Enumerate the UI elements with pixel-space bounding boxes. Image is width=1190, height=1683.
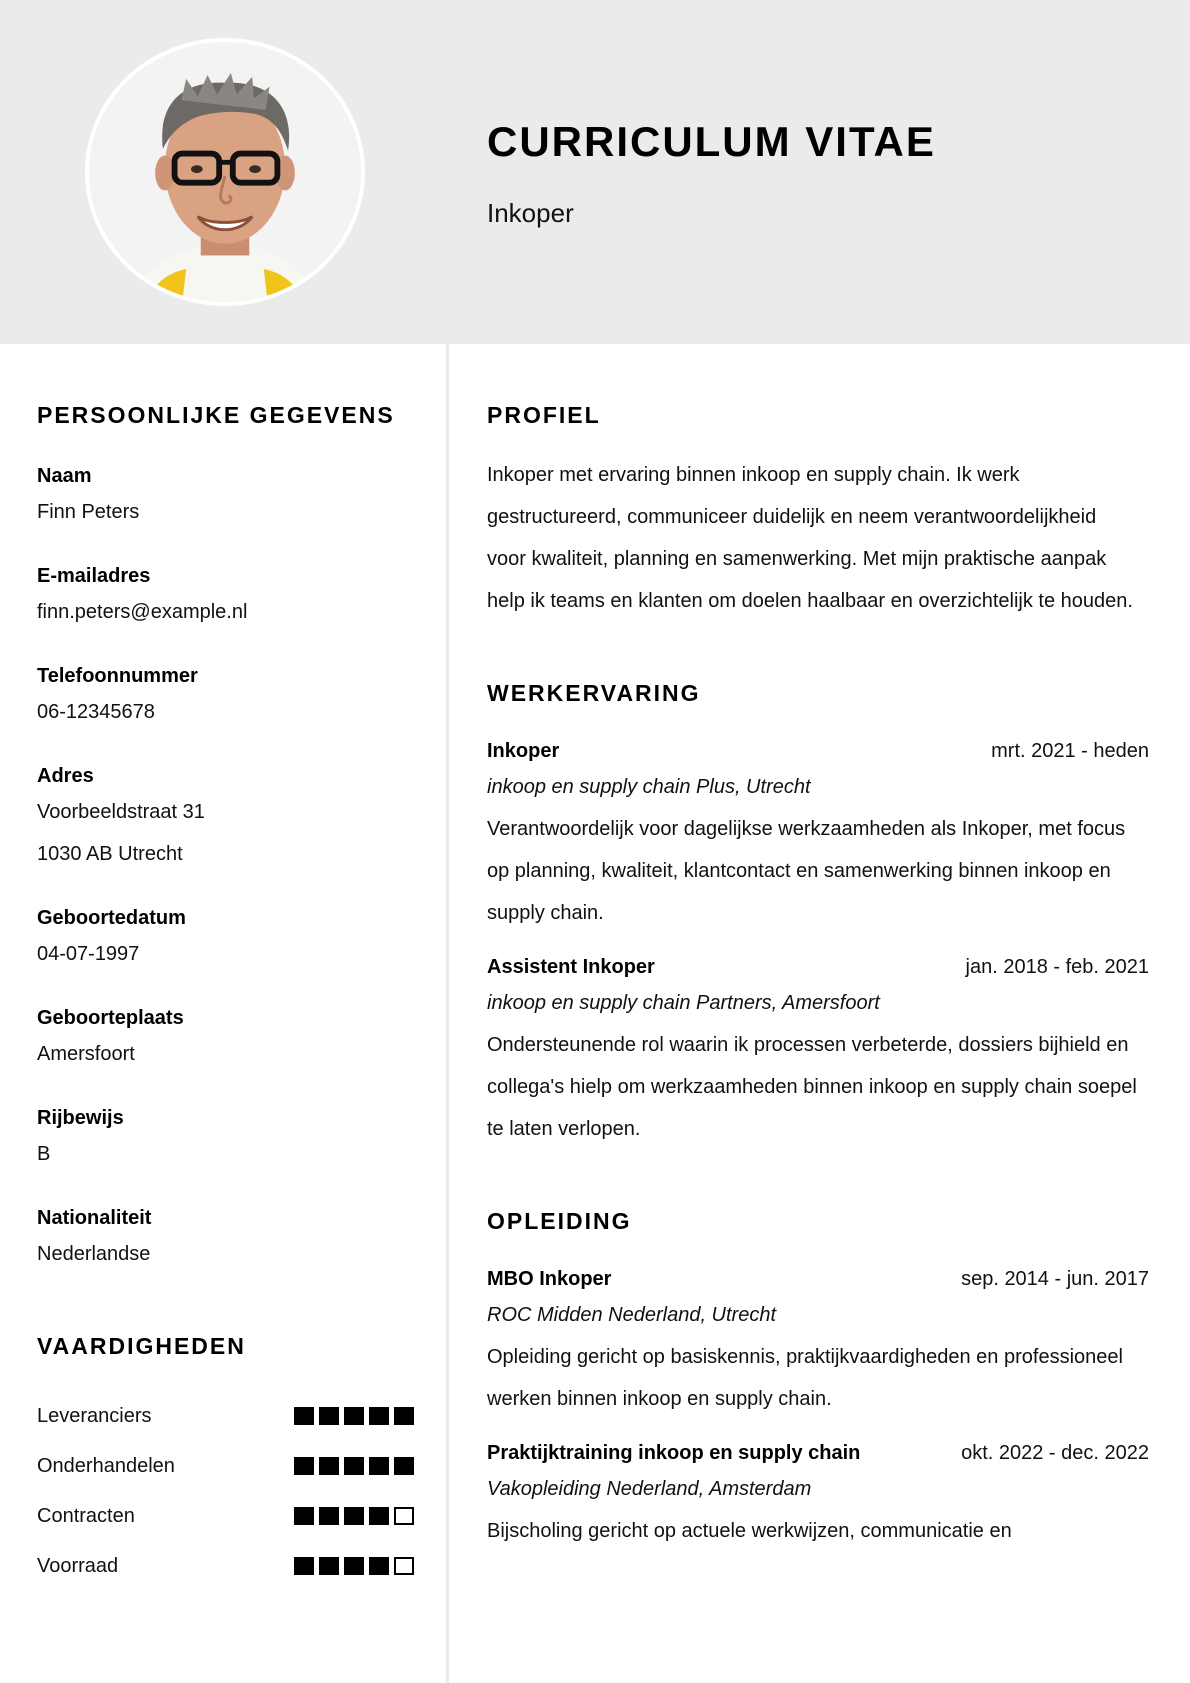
experience-line: op planning, kwaliteit, klantcontact en samenwerking binnen inkoop en bbox=[487, 860, 1111, 882]
skill-rating bbox=[294, 1457, 414, 1475]
education-org: ROC Midden Nederland, Utrecht bbox=[487, 1304, 777, 1326]
rating-square-filled bbox=[294, 1557, 314, 1575]
experience-line: te laten verlopen. bbox=[487, 1118, 641, 1140]
rating-square-filled bbox=[394, 1457, 414, 1475]
profile-line: voor kwaliteit, planning en samenwerking. Met mijn praktische aanpak bbox=[487, 548, 1107, 570]
rating-square-filled bbox=[394, 1407, 414, 1425]
experience-header bbox=[487, 736, 1149, 766]
profile-heading: PROFIEL bbox=[487, 402, 601, 428]
experience-item bbox=[487, 736, 1149, 934]
rating-square-filled bbox=[319, 1557, 339, 1575]
personal-heading: PERSOONLIJKE GEGEVENS bbox=[37, 402, 395, 428]
field-label: Rijbewijs bbox=[37, 1107, 124, 1129]
rating-square-filled bbox=[369, 1457, 389, 1475]
skill-name: Onderhandelen bbox=[37, 1455, 175, 1477]
skill-row bbox=[37, 1541, 414, 1591]
experience-line: Verantwoordelijk voor dagelijkse werkzaamheden als Inkoper, met focus bbox=[487, 818, 1126, 840]
field-label: Naam bbox=[37, 465, 92, 487]
rating-square-filled bbox=[319, 1457, 339, 1475]
education-line: Bijscholing gericht op actuele werkwijzen, communicatie en bbox=[487, 1520, 1012, 1542]
skill-name: Voorraad bbox=[37, 1555, 119, 1577]
field-name bbox=[37, 461, 427, 533]
rating-square-empty bbox=[394, 1507, 414, 1525]
skill-name: Leveranciers bbox=[37, 1405, 152, 1427]
page-title: CURRICULUM VITAE bbox=[487, 118, 936, 165]
skill-rating bbox=[294, 1507, 414, 1525]
education-header bbox=[487, 1264, 1149, 1294]
profile-line: help ik teams en klanten om doelen haalbaar en overzichtelijk te houden. bbox=[487, 590, 1133, 612]
field-label: Geboortedatum bbox=[37, 907, 186, 929]
skill-rating bbox=[294, 1557, 414, 1575]
profile-line: Inkoper met ervaring binnen inkoop en supply chain. Ik werk bbox=[487, 464, 1020, 486]
education-line: Opleiding gericht op basiskennis, praktijkvaardigheden en professioneel bbox=[487, 1346, 1123, 1368]
education-title: Praktijktraining inkoop en supply chain bbox=[487, 1442, 861, 1464]
experience-line: Ondersteunende rol waarin ik processen verbeterde, dossiers bijhield en bbox=[487, 1034, 1129, 1056]
experience-item bbox=[487, 952, 1149, 1150]
field-email bbox=[37, 561, 427, 633]
experience-org: inkoop en supply chain Plus, Utrecht bbox=[487, 776, 811, 798]
education-item bbox=[487, 1264, 1149, 1420]
field-label: Nationaliteit bbox=[37, 1207, 152, 1229]
field-birthdate bbox=[37, 903, 427, 975]
education-org: Vakopleiding Nederland, Amsterdam bbox=[487, 1478, 812, 1500]
left-column bbox=[37, 344, 427, 1591]
field-value: Nederlandse bbox=[37, 1243, 151, 1265]
rating-square-filled bbox=[369, 1407, 389, 1425]
job-title: Inkoper bbox=[487, 198, 574, 228]
skill-name: Contracten bbox=[37, 1505, 135, 1527]
experience-title: Assistent Inkoper bbox=[487, 956, 655, 978]
field-value: Amersfoort bbox=[37, 1043, 135, 1065]
experience-org: inkoop en supply chain Partners, Amersfoort bbox=[487, 992, 880, 1014]
rating-square-filled bbox=[294, 1457, 314, 1475]
field-value: 04-07-1997 bbox=[37, 943, 140, 965]
skill-row bbox=[37, 1391, 414, 1441]
field-value: Voorbeeldstraat 31 bbox=[37, 801, 205, 823]
skill-row bbox=[37, 1441, 414, 1491]
rating-square-filled bbox=[344, 1507, 364, 1525]
skills-list bbox=[37, 1391, 414, 1591]
rating-square-filled bbox=[294, 1507, 314, 1525]
experience-dates: jan. 2018 - feb. 2021 bbox=[965, 956, 1149, 978]
experience-heading: WERKERVARING bbox=[487, 680, 701, 706]
rating-square-filled bbox=[319, 1507, 339, 1525]
education-dates: sep. 2014 - jun. 2017 bbox=[961, 1268, 1149, 1290]
rating-square-filled bbox=[369, 1557, 389, 1575]
skill-rating bbox=[294, 1407, 414, 1425]
education-item bbox=[487, 1438, 1149, 1552]
education-heading: OPLEIDING bbox=[487, 1208, 632, 1234]
rating-square-filled bbox=[294, 1407, 314, 1425]
rating-square-filled bbox=[319, 1407, 339, 1425]
experience-dates: mrt. 2021 - heden bbox=[991, 740, 1149, 762]
experience-title: Inkoper bbox=[487, 740, 560, 762]
field-license bbox=[37, 1103, 427, 1175]
experience-line: supply chain. bbox=[487, 902, 604, 924]
education-dates: okt. 2022 - dec. 2022 bbox=[961, 1442, 1149, 1464]
rating-square-filled bbox=[344, 1407, 364, 1425]
rating-square-filled bbox=[369, 1507, 389, 1525]
rating-square-filled bbox=[344, 1557, 364, 1575]
field-value: B bbox=[37, 1143, 51, 1165]
field-label: Adres bbox=[37, 765, 94, 787]
skill-row bbox=[37, 1491, 414, 1541]
experience-header bbox=[487, 952, 1149, 982]
rating-square-empty bbox=[394, 1557, 414, 1575]
field-value: 06-12345678 bbox=[37, 701, 155, 723]
field-nationality bbox=[37, 1203, 427, 1275]
field-value: Finn Peters bbox=[37, 501, 140, 523]
profile-line: gestructureerd, communiceer duidelijk en neem verantwoordelijkheid bbox=[487, 506, 1097, 528]
education-line: werken binnen inkoop en supply chain. bbox=[487, 1388, 832, 1410]
column-divider bbox=[446, 344, 449, 1683]
right-column bbox=[487, 344, 1149, 1552]
field-phone bbox=[37, 661, 427, 733]
profile-text bbox=[487, 454, 1149, 622]
rating-square-filled bbox=[344, 1457, 364, 1475]
field-address bbox=[37, 761, 427, 875]
field-label: Telefoonnummer bbox=[37, 665, 198, 687]
field-birthplace bbox=[37, 1003, 427, 1075]
education-header bbox=[487, 1438, 1149, 1468]
portrait-image bbox=[89, 42, 361, 302]
header bbox=[0, 0, 1190, 344]
field-label: E-mailadres bbox=[37, 565, 151, 587]
education-title: MBO Inkoper bbox=[487, 1268, 612, 1290]
experience-line: collega's hielp om werkzaamheden binnen inkoop en supply chain soepel bbox=[487, 1076, 1137, 1098]
field-label: Geboorteplaats bbox=[37, 1007, 184, 1029]
profile-photo bbox=[85, 38, 365, 306]
field-value: finn.peters@example.nl bbox=[37, 601, 248, 623]
skills-heading: VAARDIGHEDEN bbox=[37, 1333, 246, 1359]
field-value: 1030 AB Utrecht bbox=[37, 843, 183, 865]
